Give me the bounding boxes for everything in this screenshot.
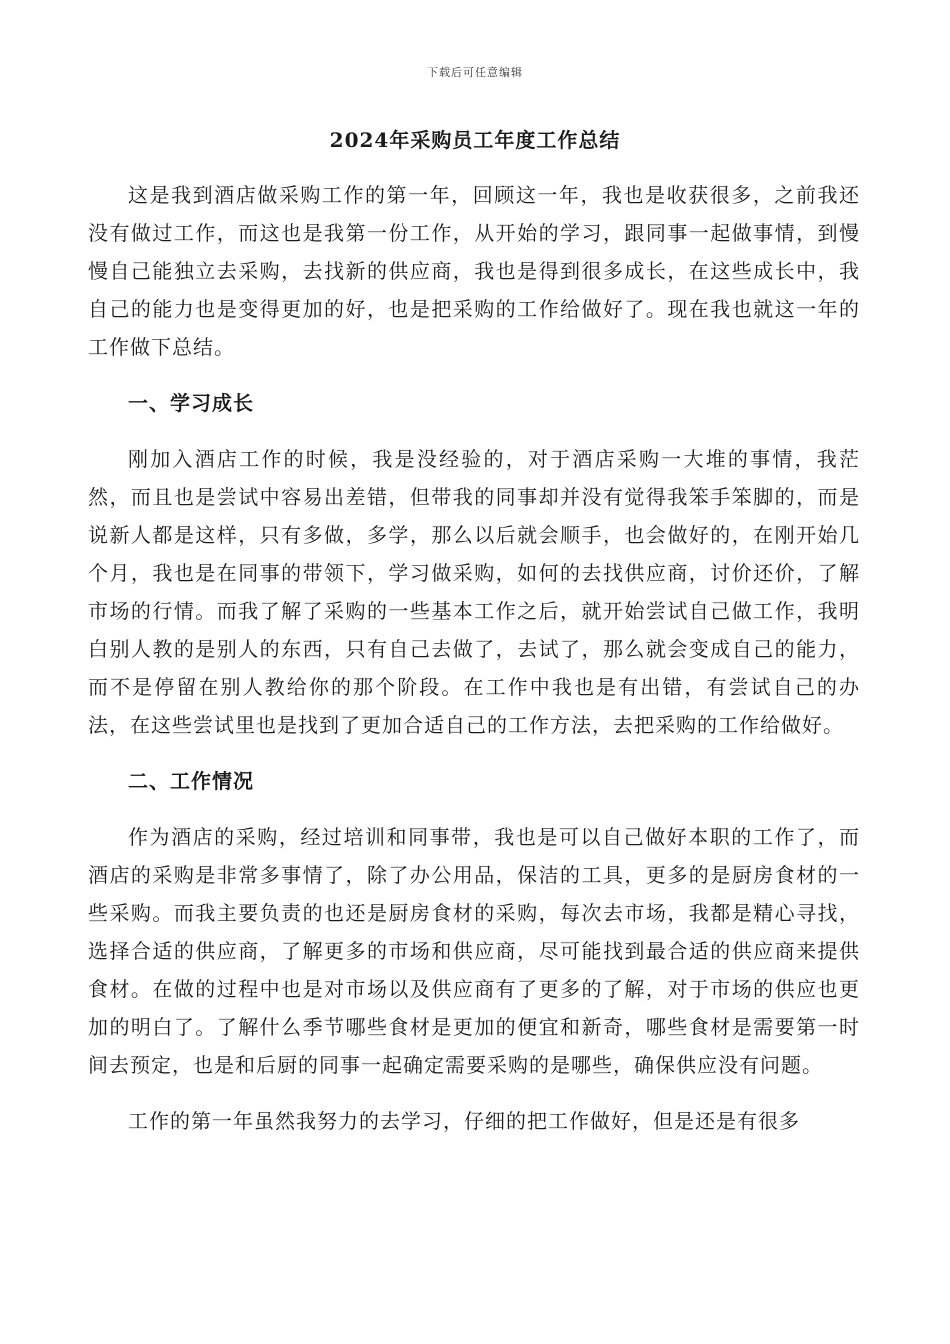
document-title: 2024年采购员工年度工作总结 [329,128,621,152]
learning-paragraph: 刚加入酒店工作的时候，我是没经验的，对于酒店采购一大堆的事情，我茫然，而且也是尝试中容易出差错，但带我的同事却并没有觉得我笨手笨脚的，而是说新人都是这样，只有多做，多学，那么以后就会顺手，也会做好的，在刚开始几个月，我也是在同事的带领下，学习做采购，如何的去找供应商，讨价还价，了解市场的行情。而我了解了采购的一些基本工作之后，就开始尝试自己做工作，我明白别人教的是别人的东西，只有自己去做了，去试了，那么就会变成自己的能力，而不是停留在别人教给你的那个阶段。在工作中我也是有出错，有尝试自己的办法，在这些尝试里也是找到了更加合适自己的工作方法，去把采购的工作给做好。 [88,447,860,737]
section-heading-learning: 一、学习成长 [128,391,254,415]
spacer [88,1084,860,1102]
spacer [88,744,860,762]
section-heading-work: 二、工作情况 [128,769,254,793]
document-body [88,176,860,1140]
spacer [88,422,860,440]
closing-paragraph: 工作的第一年虽然我努力的去学习，仔细的把工作做好，但是还是有很多 [128,1109,800,1133]
spacer [88,800,860,818]
header-note: 下载后可任意编辑 [427,66,523,79]
spacer [88,366,860,384]
intro-paragraph: 这是我到酒店做采购工作的第一年，回顾这一年，我也是收获很多，之前我还没有做过工作，而这也是我第一份工作，从开始的学习，跟同事一起做事情，到慢慢自己能独立去采购，去找新的供应商，我也是得到很多成长，在这些成长中，我自己的能力也是变得更加的好，也是把采购的工作给做好了。现在我也就这一年的工作做下总结。 [88,183,860,359]
work-paragraph: 作为酒店的采购，经过培训和同事带，我也是可以自己做好本职的工作了，而酒店的采购是非常多事情了，除了办公用品，保洁的工具，更多的是厨房食材的一些采购。而我主要负责的也还是厨房食材的采购，每次去市场，我都是精心寻找，选择合适的供应商，了解更多的市场和供应商，尽可能找到最合适的供应商来提供食材。在做的过程中也是对市场以及供应商有了更多的了解，对于市场的供应也更加的明白了。了解什么季节哪些食材是更加的便宜和新奇，哪些食材是需要第一时间去预定，也是和后厨的同事一起确定需要采购的是哪些，确保供应没有问题。 [88,825,860,1077]
